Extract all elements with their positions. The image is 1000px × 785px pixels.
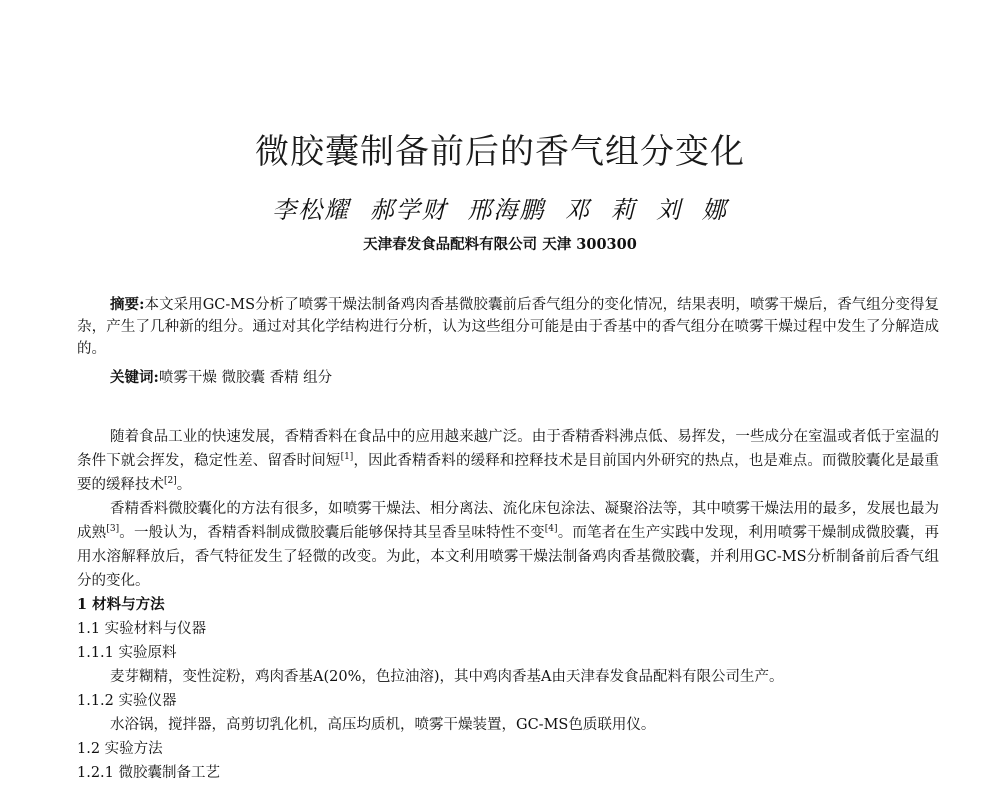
keywords-label: 关键词: (110, 369, 159, 386)
section-heading-1-1-1: 1.1.1 实验原料 (77, 645, 177, 661)
author-list: 李松耀 郝学财 邢海鹏 邓 莉 刘 娜 (272, 196, 728, 224)
intro-paragraph-2 (77, 497, 939, 593)
citation-ref-4: [4] (544, 524, 558, 535)
intro-p1-text-b: ，因此香精香料的缓释和控释技术是目前国内外研究的热点，也是难点。而微胶囊化是最重要的缓释技术 (77, 453, 939, 493)
section-heading-1-1: 1.1 实验材料与仪器 (77, 621, 207, 637)
body-text (77, 425, 940, 781)
intro-paragraph-1 (77, 425, 939, 497)
intro-p2-text-c: 。而笔者在生产实践中发现，利用喷雾干燥制成微胶囊，再用水溶解释放后，香气特征发生了轻微的改变。为此，本文利用喷雾干燥法制备鸡肉香基微胶囊，并利用GC-MS分析制备前后香气组分的变化。 (77, 525, 940, 589)
paper-title: 微胶囊制备前后的香气组分变化 (255, 132, 745, 172)
section-heading-1-2: 1.2 实验方法 (77, 741, 163, 757)
citation-ref-1: [1] (340, 452, 354, 463)
section-heading-1-1-2: 1.1.2 实验仪器 (77, 693, 177, 709)
section-heading-1-2-1-partial (77, 761, 939, 781)
citation-ref-2: [2] (164, 476, 177, 487)
keywords-text: 喷雾干燥 微胶囊 香精 组分 (158, 370, 333, 386)
intro-p2-text-b: 。一般认为，香精香料制成微胶囊后能够保持其呈香呈味特性不变 (119, 525, 545, 541)
citation-ref-3: [3] (106, 524, 120, 535)
section-heading-1: 1 材料与方法 (77, 596, 165, 613)
materials-paragraph: 麦芽糊精，变性淀粉，鸡肉香基A(20%，色拉油溶)，其中鸡肉香基A由天津春发食品配料有限公司生产。 (110, 669, 784, 685)
intro-p2-text-a: 香精香料微胶囊化的方法有很多，如喷雾干燥法、相分离法、流化床包涂法、凝聚浴法等，其中喷雾干燥法用的最多，发展也最为成熟 (77, 501, 939, 541)
abstract-text: 本文采用GC-MS分析了喷雾干燥法制备鸡肉香基微胶囊前后香气组分的变化情况，结果表明，喷雾干燥后，香气组分变得复杂，产生了几种新的组分。通过对其化学结构进行分析，认为这些组分可能是由于香基中的香气组分在喷雾干燥过程中发生了分解造成的。 (77, 297, 939, 357)
section-heading-1-2-1: 1.2.1 微胶囊制备工艺 (77, 765, 221, 781)
abstract (77, 294, 939, 360)
intro-p1-text-a: 随着食品工业的快速发展，香精香料在食品中的应用越来越广泛。由于香精香料沸点低、易挥发，一些成分在室温或者低于室温的条件下就会挥发，稳定性差、留香时间短 (77, 429, 939, 469)
abstract-label: 摘要: (110, 296, 145, 313)
instruments-paragraph: 水浴锅，搅拌器，高剪切乳化机，高压均质机，喷雾干燥装置，GC-MS色质联用仪。 (110, 717, 656, 733)
intro-p1-text-c: 。 (176, 477, 192, 493)
keywords (110, 366, 332, 387)
affiliation: 天津春发食品配料有限公司 天津 300300 (363, 236, 637, 253)
